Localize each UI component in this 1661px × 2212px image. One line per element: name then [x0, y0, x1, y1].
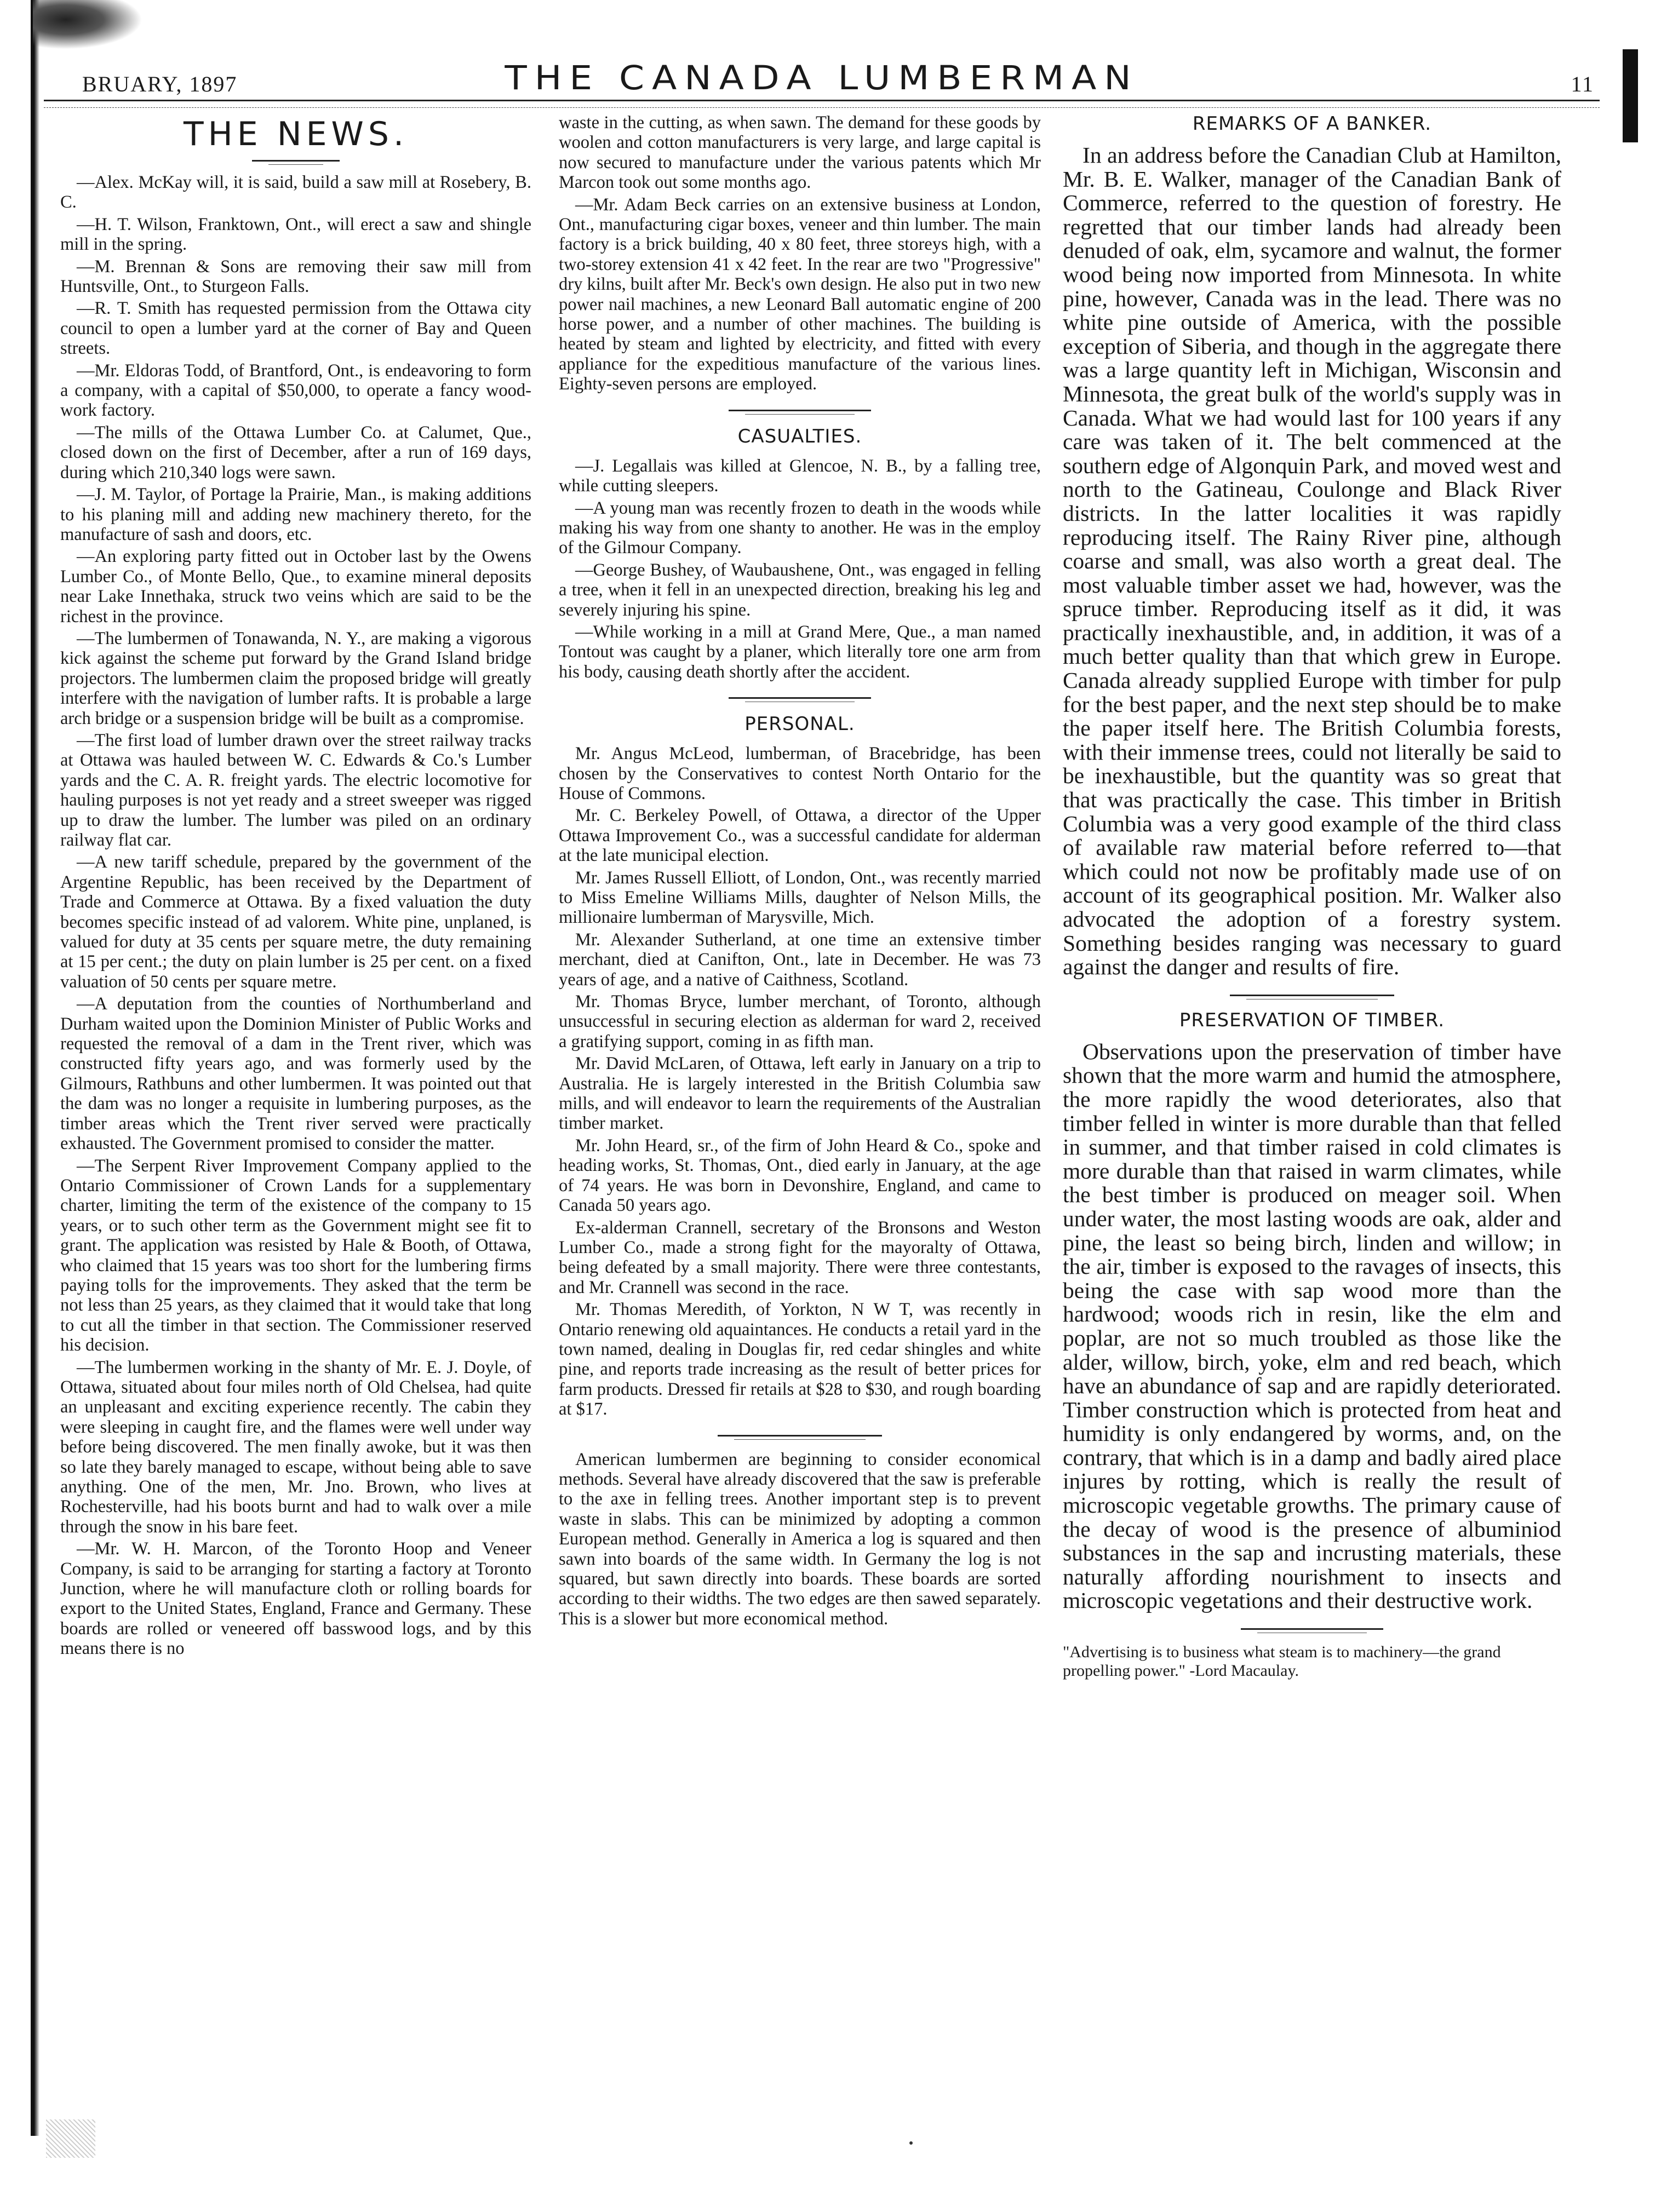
news-item: —The lumbermen working in the shanty of Mr. E. J. Doyle, of Ottawa, situated about four miles north of Old Chelsea, had quite an unpleasant and exciting experience recently. The cabin they were sleeping in caught fire, and the flames were well under way before being discovered. The men finally awoke, but it was then so late they barely managed to escape, without being able to save anything. One of the men, Mr. Jno. Brown, who lives at Rochesterville, had his boots burnt and had to walk over a mile through the snow in his bare feet.	[60, 1357, 531, 1537]
scan-ink-blot	[33, 0, 142, 49]
news-item: —A deputation from the counties of Northumberland and Durham waited upon the Dominion Minister of Public Works and requested the removal of a dam in the Trent river, which was constructed fifty years ago, and was formerly used by the Gilmours, Rathbuns and other lumbermen. It was pointed out that the dam was no longer a requisite in lumbering purposes, as the timber areas which the Trent river served were practically exhausted. The Government promised to consider the matter.	[60, 994, 531, 1154]
scan-artifact	[46, 2119, 95, 2158]
personal-item: Mr. Thomas Bryce, lumber merchant, of Toronto, although unsuccessful in securing election as alderman for ward 2, received a gratifying support, coming in as fifth man.	[559, 992, 1041, 1052]
news-item: —Alex. McKay will, it is said, build a saw mill at Rosebery, B. C.	[60, 173, 531, 212]
section-separator	[1241, 1628, 1383, 1630]
header-rule	[44, 100, 1600, 101]
section-separator	[729, 410, 871, 411]
news-heading: THE NEWS.	[183, 115, 409, 153]
news-item: —M. Brennan & Sons are removing their saw mill from Huntsville, Ont., to Sturgeon Falls.	[60, 256, 531, 297]
scan-edge-mark	[1623, 49, 1638, 142]
news-item: —H. T. Wilson, Franktown, Ont., will erect a saw and shingle mill in the spring.	[60, 214, 531, 255]
american-methods-paragraph: American lumbermen are beginning to consider economical methods. Several have already discovered that the saw is preferable to the axe in felling trees. Another important step is to prevent waste in slabs. This can be minimized by adopting a common European method. Generally in America a log is squared and then sawn into boards of the same width. In Germany the log is not squared, but sawn directly into boards. These boards are sorted according to their widths. The two edges are then sawed separately. This is a slower but more economical method.	[559, 1449, 1041, 1629]
news-item: —Mr. Adam Beck carries on an extensive business at London, Ont., manufacturing cigar boxes, veneer and thin lumber. The main factory is a brick building, 40 x 80 feet, three storeys high, with a two-storey extension 41 x 42 feet. In the rear are two "Progressive" dry kilns, built after Mr. Beck's own design. He also put in two new power nail machines, a new Leonard Ball automatic engine of 200 horse power, and a number of other machines. The building is heated by steam and lighted by electricity, and fitted with every appliance for the expeditious manufacture of the various lines. Eighty-seven persons are employed.	[559, 194, 1041, 394]
personal-item: Mr. Angus McLeod, lumberman, of Bracebridge, has been chosen by the Conservatives to contest North Ontario for the House of Commons.	[559, 744, 1041, 803]
issue-date: BRUARY, 1897	[82, 72, 238, 96]
casualties-heading: CASUALTIES.	[737, 425, 862, 447]
personal-item: Mr. Thomas Meredith, of Yorkton, N W T, was recently in Ontario renewing old aquaintances. He conducts a retail yard in the town named, dealing in Douglas fir, red cedar shingles and white pine, and reports trade increasing as the result of better prices for farm products. Dressed fir retails at $28 to $30, and rough boarding at $17.	[559, 1300, 1041, 1420]
casualty-item: —A young man was recently frozen to death in the woods while making his way from one shanty to another. He was in the employ of the Gilmour Company.	[559, 498, 1041, 558]
news-item: —An exploring party fitted out in October last by the Owens Lumber Co., of Monte Bello, Que., to examine mineral deposits near Lake Innethaka, struck two veins which are said to be the richest in the province.	[60, 547, 531, 627]
personal-item: Mr. Alexander Sutherland, at one time an extensive timber merchant, died at Canifton, Ont., late in December. He was 73 years of age, and a native of Caithness, Scotland.	[559, 929, 1041, 990]
casualty-item: —J. Legallais was killed at Glencoe, N. B., by a falling tree, while cutting sleepers.	[559, 456, 1041, 496]
personal-item: Ex-alderman Crannell, secretary of the Bronsons and Weston Lumber Co., made a strong fight for the mayoralty of Ottawa, being defeated by a small majority. There were three contestants, and Mr. Crannell was second in the race.	[559, 1217, 1041, 1297]
casualty-item: —While working in a mill at Grand Mere, Que., a man named Tontout was caught by a planer, which literally tore one arm from his body, causing death shortly after the accident.	[559, 622, 1041, 682]
column-right	[1063, 113, 1561, 1680]
personal-heading: PERSONAL.	[744, 713, 855, 736]
column-middle	[559, 113, 1041, 1631]
news-item: —Mr. W. H. Marcon, of the Toronto Hoop and Veneer Company, is said to be arranging for starting a factory at Toronto Junction, where he will manufacture cloth or rolling boards for export to the United States, England, France and Germany. These boards are rolled or veneered off basswood logs, and by this means there is no	[60, 1539, 531, 1659]
news-item: —The mills of the Ottawa Lumber Co. at Calumet, Que., closed down on the first of December, after a run of 169 days, during which 210,340 logs were sawn.	[60, 422, 531, 482]
page-number: 11	[1571, 72, 1594, 96]
section-separator	[718, 1435, 882, 1437]
news-item: —The Serpent River Improvement Company applied to the Ontario Commissioner of Crown Lands for a supplementary charter, limiting the term of the existence of the company to 15 years, or to such other term as the Government might see fit to grant. The application was resisted by Hale & Booth, of Ottawa, who claimed that 15 years was too short for the lumbering firms paying tolls for the improvements. They asked that the term be not less than 25 years, as they claimed that it would take that long to cut all the timber in that section. The Commissioner reserved his decision.	[60, 1156, 531, 1355]
masthead-title: THE CANADA LUMBERMAN	[505, 59, 1139, 97]
section-separator	[252, 160, 340, 162]
news-item: —Mr. Eldoras Todd, of Brantford, Ont., is endeavoring to form a company, with a capital of $50,000, to operate a fancy wood-work factory.	[60, 360, 531, 421]
header-rule-dashed	[44, 107, 1600, 108]
section-separator	[1230, 995, 1394, 996]
column-news	[60, 113, 531, 1661]
scan-binding-edge	[31, 0, 39, 2136]
personal-item: Mr. James Russell Elliott, of London, Ont., was recently married to Miss Emeline Williams Mills, daughter of Nelson Mills, the millionaire lumberman of Marysville, Mich.	[559, 867, 1041, 928]
news-item: —R. T. Smith has requested permission from the Ottawa city council to open a lumber yard at the corner of Bay and Queen streets.	[60, 298, 531, 359]
quote-text: "Advertising is to business what steam is to machinery—the grand propelling power." -Lord Macaulay.	[1063, 1643, 1501, 1680]
preservation-heading: PRESERVATION OF TIMBER.	[1179, 1009, 1445, 1031]
personal-item: Mr. David McLaren, of Ottawa, left early in January on a trip to Australia. He is largely interested in the British Columbia saw mills, and will endeavor to learn the requirements of the Australian timber market.	[559, 1054, 1041, 1134]
preservation-article: Observations upon the preservation of timber have shown that the more warm and humid the atmosphere, the more rapidly the wood deteriorates, also that timber felled in winter is more durable than that felled in summer, and that timber raised in cold climates is more durable than that raised in warm climates, while the best timber is produced on meager soil. When under water, the most lasting woods are oak, alder and pine, the least so being birch, linden and willow; in the air, timber is exposed to the ravages of insects, this being the case with sap wood more than the hardwood; woods rich in resin, like the elm and poplar, are not so much troubled as those like the alder, willow, birch, yoke, elm and red beach, which have an abundance of sap and are rapidly deteriorated. Timber construction which is protected from heat and humidity is only endangered by worms, and, on the contrary, that which is in a damp and badly aired place injures by rotting, which is really the result of microscopic vegetable growths. The primary cause of the decay of wood is the presence of albuminiod substances in the sap and incrusting materials, these naturally affording nourishment to insects and microscopic vegetations and their destructive work.	[1063, 1038, 1561, 1613]
section-separator	[729, 697, 871, 699]
scan-speck	[909, 2141, 913, 2145]
news-item: —A new tariff schedule, prepared by the government of the Argentine Republic, has been received by the Department of Trade and Commerce at Ottawa. By a fixed valuation the duty becomes specific instead of ad valorem. White pine, unplaned, is valued for duty at 35 cents per square metre, the duty remaining at 15 per cent.; the duty on plain lumber is 25 per cent. on a fixed valuation of 50 cents per square metre.	[60, 852, 531, 992]
banker-article: In an address before the Canadian Club at Hamilton, Mr. B. E. Walker, manager of the Canadian Bank of Commerce, referred to the question of forestry. He regretted that our timber lands had already been denuded of oak, elm, sycamore and walnut, the former wood being now imported from Minnesota. In white pine, however, Canada was in the lead. There was no white pine outside of America, with the possible exception of Siberia, and though in the aggregate there was a large quantity left in Michigan, Wisconsin and Minnesota, the great bulk of the world's supply was in Canada. What we had would last for 100 years if any care was taken of it. The belt commenced at the southern edge of Algonquin Park, and moved west and north to the Gatineau, Coulonge and Black River districts. In the latter localities it was rapidly reproducing itself. The Rainy River pine, although coarse and small, was also worth a great deal. The most valuable timber asset we had, however, was the spruce timber. Reproducing itself as it did, it was practically inexhaustible, and, in addition, it was of a much better quality than that which grew in Europe. Canada already supplied Europe with timber for pulp for the best paper, and the next step should be to make the paper itself here. The British Columbia forests, with their immense trees, could not literally be said to be inexhaustible, but the quantity was so great that that was practically the case. This timber in British Columbia was a very good example of the third class of available raw material before referred to—that which could not now be profitably made use of on account of its geographical position. Mr. Walker also advocated the adoption of a forestry system. Something besides ranging was necessary to guard against the danger and results of fire.	[1063, 142, 1561, 980]
news-item: —J. M. Taylor, of Portage la Prairie, Man., is making additions to his planing mill and adding new machinery thereto, for the manufacture of sash and doors, etc.	[60, 485, 531, 544]
closing-quote	[1063, 1643, 1561, 1680]
personal-item: Mr. C. Berkeley Powell, of Ottawa, a director of the Upper Ottawa Improvement Co., was a successful candidate for alderman at the late municipal election.	[559, 806, 1041, 866]
news-item: —The lumbermen of Tonawanda, N. Y., are making a vigorous kick against the scheme put forward by the Grand Island bridge projectors. The lumbermen claim the proposed bridge will greatly interfere with the navigation of lumber rafts. It is probable a large arch bridge or a suspension bridge will be built as a compromise.	[60, 628, 531, 728]
banker-heading: REMARKS OF A BANKER.	[1192, 113, 1432, 135]
personal-item: Mr. John Heard, sr., of the firm of John Heard & Co., spoke and heading works, St. Thomas, Ont., died early in January, at the age of 74 years. He was born in Devonshire, England, and came to Canada 50 years ago.	[559, 1135, 1041, 1216]
news-item: —The first load of lumber drawn over the street railway tracks at Ottawa was hauled between W. C. Edwards & Co.'s Lumber yards and the C. A. R. freight yards. The electric locomotive for hauling purposes is not yet ready and a street sweeper was rigged up to draw the lumber. The lumber was piled on an ordinary railway flat car.	[60, 730, 531, 850]
news-continuation: waste in the cutting, as when sawn. The demand for these goods by woolen and cotton manufacturers is very large, and large capital is now secured to manufacture under the various patents which Mr Marcon took out some months ago.	[559, 113, 1041, 193]
casualty-item: —George Bushey, of Waubaushene, Ont., was engaged in felling a tree, when it fell in an unexpected direction, breaking his leg and severely injuring his spine.	[559, 560, 1041, 620]
